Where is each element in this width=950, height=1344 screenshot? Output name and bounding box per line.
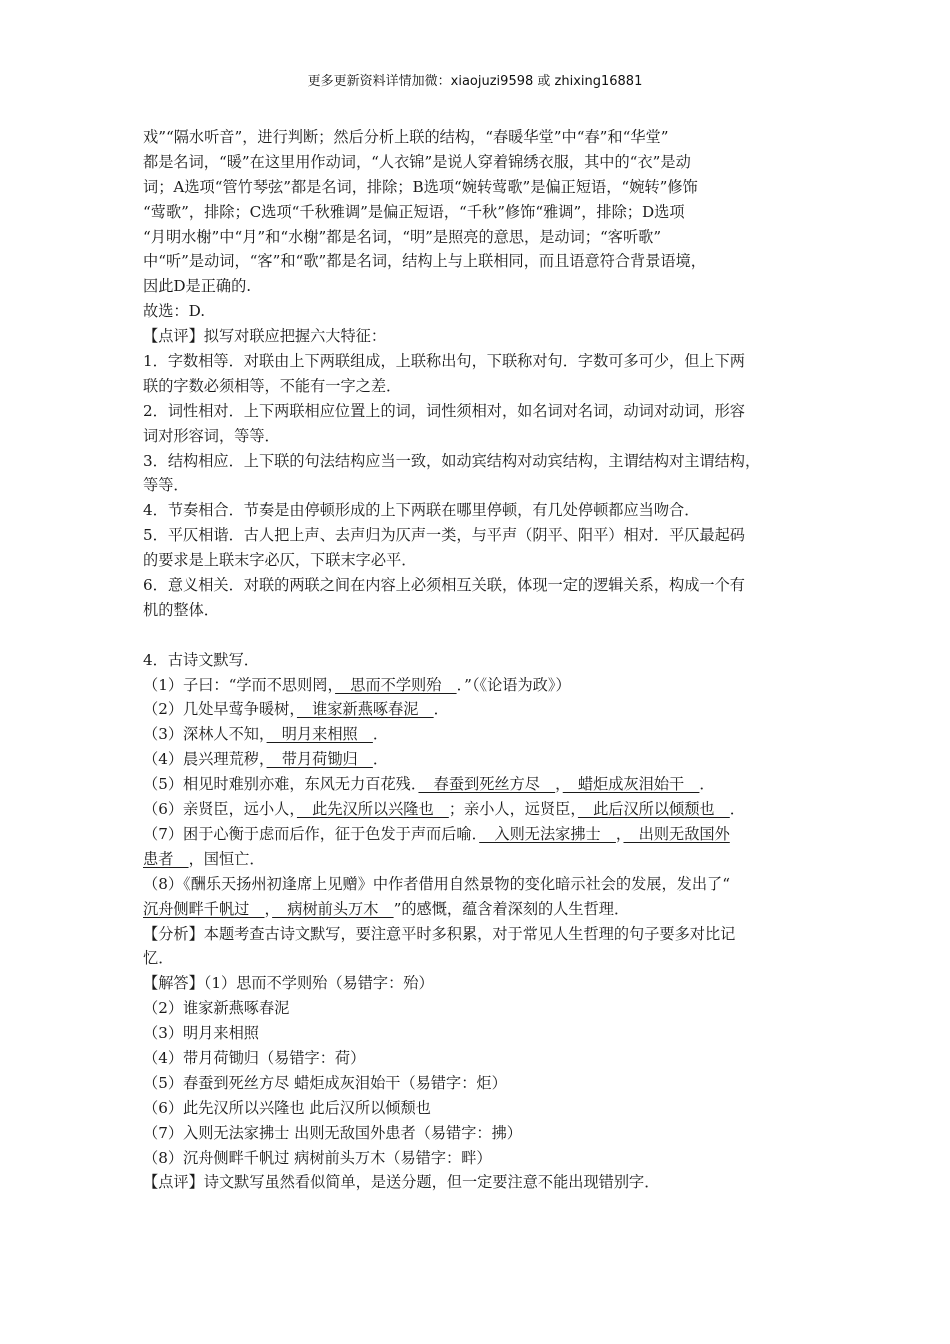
q4-item-5: （5）相见时难别亦难，东风无力百花残． 春蚕到死丝方尽 ， 蜡炬成灰泪始干 ． <box>143 775 715 794</box>
text-line: 6．意义相关．对联的两联之间在内容上必须相互关联，体现一定的逻辑关系，构成一个有 <box>143 576 745 595</box>
text-line: 的要求是上联末字必仄，下联末字必平． <box>143 551 417 570</box>
answer-blank: 入则无法家拂士 <box>479 824 616 843</box>
text-line: 等等． <box>143 476 189 495</box>
q4-item-3: （3）深林人不知， 明月来相照 ． <box>143 725 389 744</box>
q4-item-6: （6）亲贤臣，远小人， 此先汉所以兴隆也 ；亲小人，远贤臣， 此后汉所以倾颓也 ． <box>143 800 745 819</box>
q4-item-8-cont: 沉舟侧畔千帆过 ， 病树前头万木 ”的感慨，蕴含着深刻的人生哲理． <box>143 899 630 918</box>
solution-line: （8）沉舟侧畔千帆过 病树前头万木（易错字：畔） <box>143 1148 492 1167</box>
answer-blank: 病树前头万木 <box>272 899 394 918</box>
solution-line: 【解答】（1）思而不学则殆（易错字：殆） <box>143 974 434 993</box>
solution-line: （7）入则无法家拂士 出则无敌国外患者（易错字：拂） <box>143 1123 522 1142</box>
comment-heading: 【点评】拟写对联应把握六大特征： <box>143 327 386 346</box>
answer-blank: 出则无敌国外 <box>623 824 730 843</box>
text-line: “莺歌”，排除；C选项“千秋雅调”是偏正短语，“千秋”修饰“雅调”，排除；D选项 <box>143 202 685 221</box>
answer-blank: 患者 <box>143 849 189 868</box>
q4-item-2: （2）几处早莺争暖树， 谁家新燕啄春泥 ． <box>143 700 449 719</box>
spacer <box>143 623 815 648</box>
text-line: 3．结构相应．上下联的句法结构应当一致，如动宾结构对动宾结构，主谓结构对主谓结构， <box>143 451 761 470</box>
text-line: 4．节奏相合．节奏是由停顿形成的上下两联在哪里停顿，有几处停顿都应当吻合． <box>143 501 700 520</box>
q4-item-8: （8）《酬乐天扬州初逢席上见赠》中作者借用自然景物的变化暗示社会的发展，发出了“ <box>143 874 730 893</box>
answer-blank: 春蚕到死丝方尽 <box>418 775 556 794</box>
page-header: 更多更新资料详情加微：xiaojuzi9598 或 zhixing16881 <box>307 74 643 89</box>
text-line: 都是名词，“暖”在这里用作动词，“人衣锦”是说人穿着锦绣衣服，其中的“衣”是动 <box>143 152 691 171</box>
text-line: 机的整体． <box>143 600 219 619</box>
answer-blank: 谁家新燕啄春泥 <box>296 700 434 719</box>
text-line: 1．字数相等．对联由上下两联组成，上联称出句，下联称对句．字数可多可少，但上下两 <box>143 352 745 371</box>
q4-item-7: （7）困于心衡于虑而后作，征于色发于声而后喻． 入则无法家拂士 ， 出则无敌国外 <box>143 824 730 843</box>
text-line: 戏”“隔水听音”，进行判断；然后分析上联的结构，“春暖华堂”中“春”和“华堂” <box>143 128 669 146</box>
text-line: 词对形容词，等等． <box>143 426 280 445</box>
solution-line: （4）带月荷锄归（易错字：荷） <box>143 1048 366 1067</box>
answer-blank: 沉舟侧畔千帆过 <box>143 899 265 918</box>
answer-blank: 带月荷锄归 <box>266 750 373 769</box>
document-body <box>143 125 815 1195</box>
solution-line: （3）明月来相照 <box>143 1024 259 1043</box>
answer-blank: 明月来相照 <box>266 725 373 744</box>
answer-blank: 此先汉所以兴隆也 <box>296 800 449 819</box>
answer-line: 故选：D. <box>143 302 206 321</box>
text-line: “月明水榭”中“月”和“水榭”都是名词，“明”是照亮的意思，是动词；“客听歌” <box>143 227 662 246</box>
question-title: 4．古诗文默写． <box>143 650 259 669</box>
text-line: 联的字数必须相等，不能有一字之差． <box>143 376 402 395</box>
text-line: 5．平仄相谐．古人把上声、去声归为仄声一类，与平声（阴平、阳平）相对．平仄最起码 <box>143 526 745 545</box>
answer-blank: 蜡炬成灰泪始干 <box>562 775 700 794</box>
q3-analysis <box>143 125 815 623</box>
analysis-line: 忆． <box>143 949 174 968</box>
comment-line: 【点评】诗文默写虽然看似简单，是送分题，但一定要注意不能出现错别字． <box>143 1173 660 1192</box>
text-line: 词；A选项“管竹琴弦”都是名词，排除；B选项“婉转莺歌”是偏正短语，“婉转”修饰 <box>143 177 698 196</box>
question-4 <box>143 648 815 1196</box>
solution-line: （5）春蚕到死丝方尽 蜡炬成灰泪始干（易错字：炬） <box>143 1073 507 1092</box>
q4-item-7-cont: 患者 ，国恒亡． <box>143 849 265 868</box>
text-line: 中“听”是动词，“客”和“歌”都是名词，结构上与上联相同，而且语意符合背景语境， <box>143 252 706 271</box>
q4-item-1: （1）子曰：“学而不思则罔， 思而不学则殆 ．”（《论语为政》） <box>143 675 571 694</box>
answer-blank: 思而不学则殆 <box>335 675 457 694</box>
answer-blank: 此后汉所以倾颓也 <box>577 800 730 819</box>
analysis-line: 【分析】本题考查古诗文默写，要注意平时多积累，对于常见人生哲理的句子要多对比记 <box>143 924 736 943</box>
solution-line: （2）谁家新燕啄春泥 <box>143 999 290 1018</box>
solution-line: （6）此先汉所以兴隆也 此后汉所以倾颓也 <box>143 1098 431 1117</box>
text-line: 2．词性相对．上下两联相应位置上的词，词性须相对，如名词对名词，动词对动词，形容 <box>143 401 745 420</box>
text-line: 因此D是正确的. <box>143 277 252 296</box>
q4-item-4: （4）晨兴理荒秽， 带月荷锄归 ． <box>143 750 389 769</box>
